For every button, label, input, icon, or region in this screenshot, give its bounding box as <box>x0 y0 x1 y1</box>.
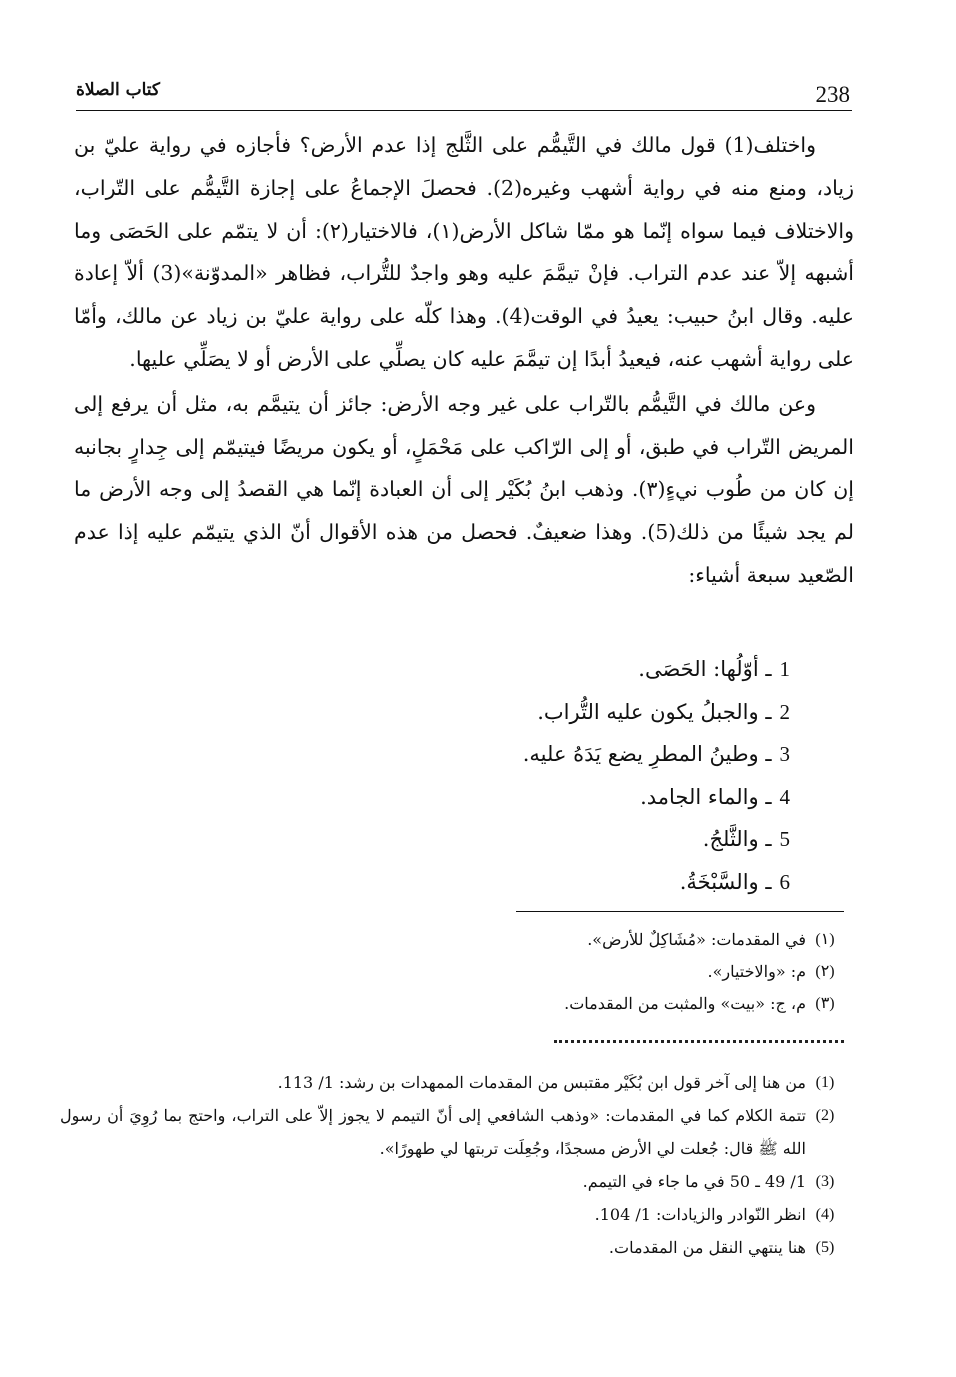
footnote-text: في المقدمات: «مُشَاكِلٌ للأرض». <box>587 930 806 949</box>
list-item <box>370 861 790 904</box>
list-item <box>370 691 790 734</box>
paragraph: وعن مالك في التَّيمُّم بالتّراب على غير وجه الأرض: جائز أن يتيمَّم به، مثل أن يرفع إلى المريض التّراب في طبق، أو إلى الرّاكب على مَحْمَلٍ، أو يكون مريضًا فيتيمّم إلى جِدارٍ بجانبه إن كان من طُوب نيءٍ(٣). وذهب ابنُ بُكَيْر إلى أن العبادة إنّما هي القصدُ إلى وجه الأرض ما لم يجد شيئًا من ذلك(5). وهذا ضعيفٌ. فحصل من هذه الأقوال أنّ الذي يتيمّم عليه إذا عدم الصّعيد سبعة أشياء: <box>74 391 855 587</box>
footnote-number: (3) <box>815 1173 835 1190</box>
footnote-text: م: «والاختيار». <box>707 962 806 981</box>
footnote-text: من هنا إلى آخر قول ابن بُكَيْر مقتبس من المقدمات الممهدات بن رشد: 1/ 113. <box>277 1073 806 1092</box>
list-item-text: ـ وطينُ المطرِ يضع يَدَهُ عليه. <box>522 742 772 766</box>
source-footnotes <box>60 1066 844 1264</box>
footnote-text: انظر النّوادر والزيادات: 1/ 104. <box>594 1205 806 1224</box>
list-item <box>370 818 790 861</box>
footnote-number: (5) <box>815 1239 835 1256</box>
page-header <box>76 76 852 111</box>
footnote <box>144 924 844 956</box>
footnote-number: (٢) <box>815 963 835 980</box>
footnote <box>144 988 844 1020</box>
list-item-number: 5 <box>779 827 790 851</box>
footnote-number: (1) <box>815 1074 835 1091</box>
running-title: كتاب الصلاة <box>76 80 161 100</box>
editor-footnotes <box>144 924 844 1020</box>
list-item-text: ـ والثَّلجُ. <box>702 827 772 851</box>
footnote-text: هنا ينتهي النقل من المقدمات. <box>608 1238 806 1257</box>
footnote <box>60 1231 844 1264</box>
numbered-list <box>370 648 790 903</box>
footnote-number: (2) <box>815 1107 835 1124</box>
list-item-number: 4 <box>779 784 790 809</box>
list-item-text: ـ والجبلُ يكون عليه التُّراب. <box>537 699 772 724</box>
footnote-number: (١) <box>815 931 835 948</box>
list-item <box>370 776 790 819</box>
footnote-text: م، ج: «بيت» والمثبت من المقدمات. <box>564 994 806 1013</box>
footnote-number: (4) <box>815 1206 835 1223</box>
list-item-number: 2 <box>779 699 790 724</box>
dotted-separator <box>554 1040 844 1043</box>
list-item <box>370 648 790 691</box>
footnote <box>60 1099 844 1165</box>
list-item-number: 3 <box>779 742 790 766</box>
list-item-number: 6 <box>779 869 790 894</box>
footnote <box>60 1066 844 1099</box>
footnote-text: تتمة الكلام كما في المقدمات: «وذهب الشافعي إلى أنّ التيمم لا يجوز إلاّ على التراب، واحتج بما رُوِيَ أن رسول الله ﷺ قال: جُعلت لي الأرض مسجدًا، وجُعِلَت تربتها لي طهورًا». <box>60 1106 806 1158</box>
list-item-text: ـ والماء الجامد. <box>640 784 772 809</box>
main-text <box>74 124 854 597</box>
footnote <box>60 1165 844 1198</box>
footnote-text: 1/ 49 ـ 50 في ما جاء في التيمم. <box>582 1172 806 1191</box>
footnote-separator <box>516 911 844 912</box>
list-item-text: ـ أوّلُها: الحَصَى. <box>638 657 772 681</box>
list-item <box>370 733 790 776</box>
footnote-number: (٣) <box>815 995 835 1012</box>
list-item-number: 1 <box>779 657 790 681</box>
page-number: 238 <box>815 82 850 107</box>
footnote <box>60 1198 844 1231</box>
list-item-text: ـ والسَّبْخَةُ. <box>679 869 772 894</box>
paragraph: واختلف(1) قول مالك في التَّيمُّم على الثَّلج إذا عدم الأرض؟ فأجازه في رواية عليّ بن زياد، ومنع منه في رواية أشهب وغيره(2). فحصلَ الإجماعُ على إجازة التَّيمُّم على التّراب، والاختلاف فيما سواه إنّما هو ممّا شاكل الأرض(١)، فالاختيار(٢): أن لا يتمّم على الحَصَى وما أشبهه إلاّ عند عدم التراب. فإنْ تيمَّمَ عليه وهو واجدٌ للتُّراب، فظاهر «المدوّنة»(3) ألاّ إعادة عليه. وقال ابنُ حبيب: يعيدُ في الوقت(4). وهذا كلّه على رواية عليّ بن زياد عن مالك، وأمّا على رواية أشهب عنه، فيعيدُ أبدًا إن تيمَّمَ عليه كان يصلِّي على الأرض أو لا يصَلِّي عليها. <box>74 133 855 371</box>
footnote <box>144 956 844 988</box>
